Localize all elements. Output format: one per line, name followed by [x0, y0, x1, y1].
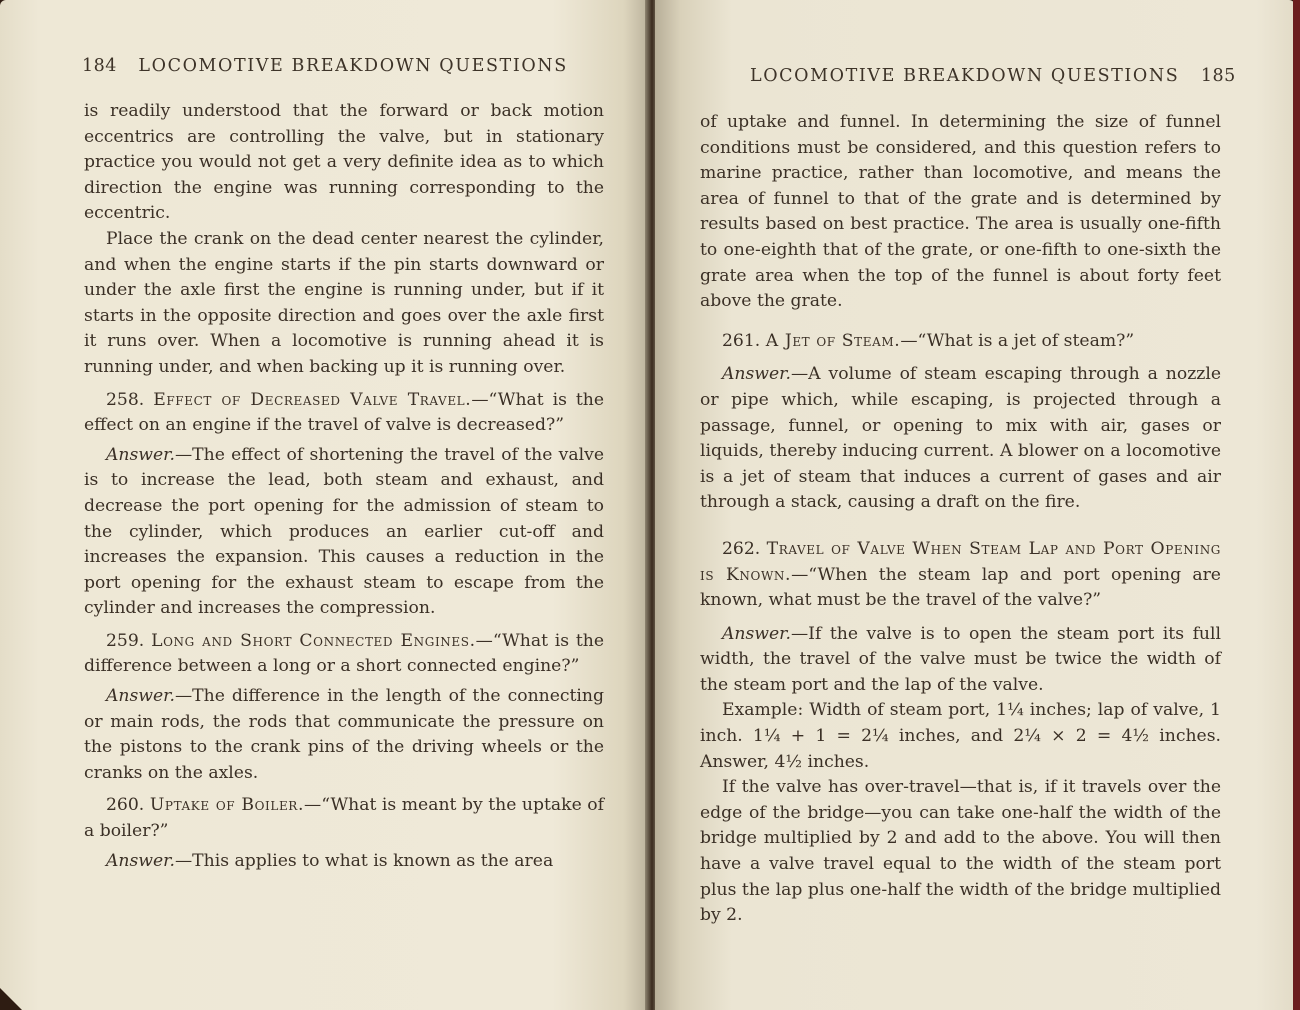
- answer-261: [700, 362, 1221, 516]
- question-number: 258.: [106, 389, 145, 410]
- question-text: —“When the steam lap and port opening are known, what must be the travel of the valve?”: [700, 564, 1221, 611]
- right-body-text: [700, 110, 1221, 929]
- left-page-number: 184: [82, 56, 117, 76]
- left-running-head: [82, 56, 568, 76]
- left-running-head-title: LOCOMOTIVE BREAKDOWN QUESTIONS: [138, 56, 568, 76]
- right-running-head-title: LOCOMOTIVE BREAKDOWN QUESTIONS: [750, 66, 1180, 86]
- question-text: —“What is the effect on an engine if the travel of valve is decreased?”: [84, 389, 604, 436]
- paragraph-continued: of uptake and funnel. In determining the size of funnel conditions must be considered, and this question refers to marine practice, rather than locomotive, and means the area of funnel to that of the grate and is determined by results based on best practice. The area is usually one-fifth to one-eighth that of the grate, or one-fifth to one-sixth the grate area when the top of the funnel is about forty feet above the grate.: [700, 112, 1221, 312]
- question-259: [84, 629, 604, 680]
- answer-label: Answer.: [722, 623, 791, 644]
- question-title: Long and Short Connected Engines.: [151, 630, 476, 651]
- question-text: —“What is a jet of steam?”: [900, 330, 1135, 351]
- answer-262: [700, 622, 1221, 699]
- paragraph-intro: is readily understood that the forward or back motion eccentrics are controlling the valve, but in stationary practice you would not get a very definite idea as to which direction the engine was running corresponding to the eccentric.: [84, 101, 604, 224]
- answer-text: —The effect of shortening the travel of the valve is to increase the lead, both steam and exhaust, and decrease the port opening for the admission of steam to the cylinder, which produces an earlier cut-off and increases the expansion. This causes a reduction in the port opening for the exhaust steam to escape from the cylinder and increases the compression.: [84, 444, 604, 619]
- question-261: [700, 329, 1221, 355]
- question-262: [700, 537, 1221, 614]
- answer-text: —If the valve is to open the steam port its full width, the travel of the valve must be twice the width of the steam port and the lap of the valve.: [700, 623, 1221, 695]
- question-number: 262.: [722, 538, 761, 559]
- question-title: Uptake of Boiler.: [149, 795, 305, 816]
- answer-label: Answer.: [106, 686, 175, 707]
- paragraph-example: Example: Width of steam port, 1¼ inches; lap of valve, 1 inch. 1¼ + 1 = 2¼ inches, and 2¼ × 2 = 4½ inches. Answer, 4½ inches.: [700, 700, 1221, 772]
- question-number: 261.: [722, 330, 761, 351]
- question-title: Effect of Decreased Valve Travel.: [153, 389, 472, 410]
- answer-258: [84, 443, 604, 622]
- section-gap: [700, 516, 1221, 530]
- answer-text: —The difference in the length of the connecting or main rods, the rods that communicate the pressure on the pistons to the crank pins of the driving wheels or the cranks on the axles.: [84, 686, 604, 783]
- question-260: [84, 793, 604, 844]
- answer-259: [84, 684, 604, 786]
- question-title: Travel of Valve When Steam Lap and Port Opening is Known.: [700, 538, 1221, 585]
- question-text: —“What is the difference between a long or a short connected engine?”: [84, 630, 604, 677]
- answer-label: Answer.: [722, 364, 791, 385]
- page-corner: [0, 988, 22, 1010]
- question-number: 259.: [106, 630, 145, 651]
- answer-text: —A volume of steam escaping through a nozzle or pipe which, while escaping, is projected through a passage, funnel, or opening to mix with air, gases or liquids, thereby inducing current. A blower on a locomotive is a jet of steam that induces a current of gases and air through a stack, causing a draft on the fire.: [700, 364, 1221, 513]
- answer-label: Answer.: [106, 444, 175, 465]
- answer-text: —This applies to what is known as the area: [174, 850, 554, 871]
- question-number: 260.: [106, 795, 145, 816]
- paragraph-crank: Place the crank on the dead center nearest the cylinder, and when the engine starts if the pin starts downward or under the axle first the engine is running under, but if it starts in the opposite direction and goes over the axle first it runs over. When a locomotive is running ahead it is running under, and when backing up it is running over.: [84, 228, 604, 377]
- cover-edge: [1293, 0, 1300, 1010]
- right-running-head: [750, 66, 1236, 86]
- question-258: [84, 388, 604, 439]
- left-body-text: [84, 99, 604, 874]
- right-page: [655, 0, 1295, 1010]
- answer-label: Answer.: [106, 850, 175, 871]
- question-text: —“What is meant by the uptake of a boiler?”: [84, 795, 604, 842]
- question-title: A Jet of Steam.: [765, 330, 901, 351]
- answer-260: [84, 849, 604, 875]
- right-page-number: 185: [1200, 66, 1236, 86]
- paragraph-over-travel: If the valve has over-travel—that is, if it travels over the edge of the bridge—you can take one-half the width of the bridge multiplied by 2 and add to the above. You will then have a valve travel equal to the width of the steam port plus the lap plus one-half the width of the bridge multiplied by 2.: [700, 777, 1221, 926]
